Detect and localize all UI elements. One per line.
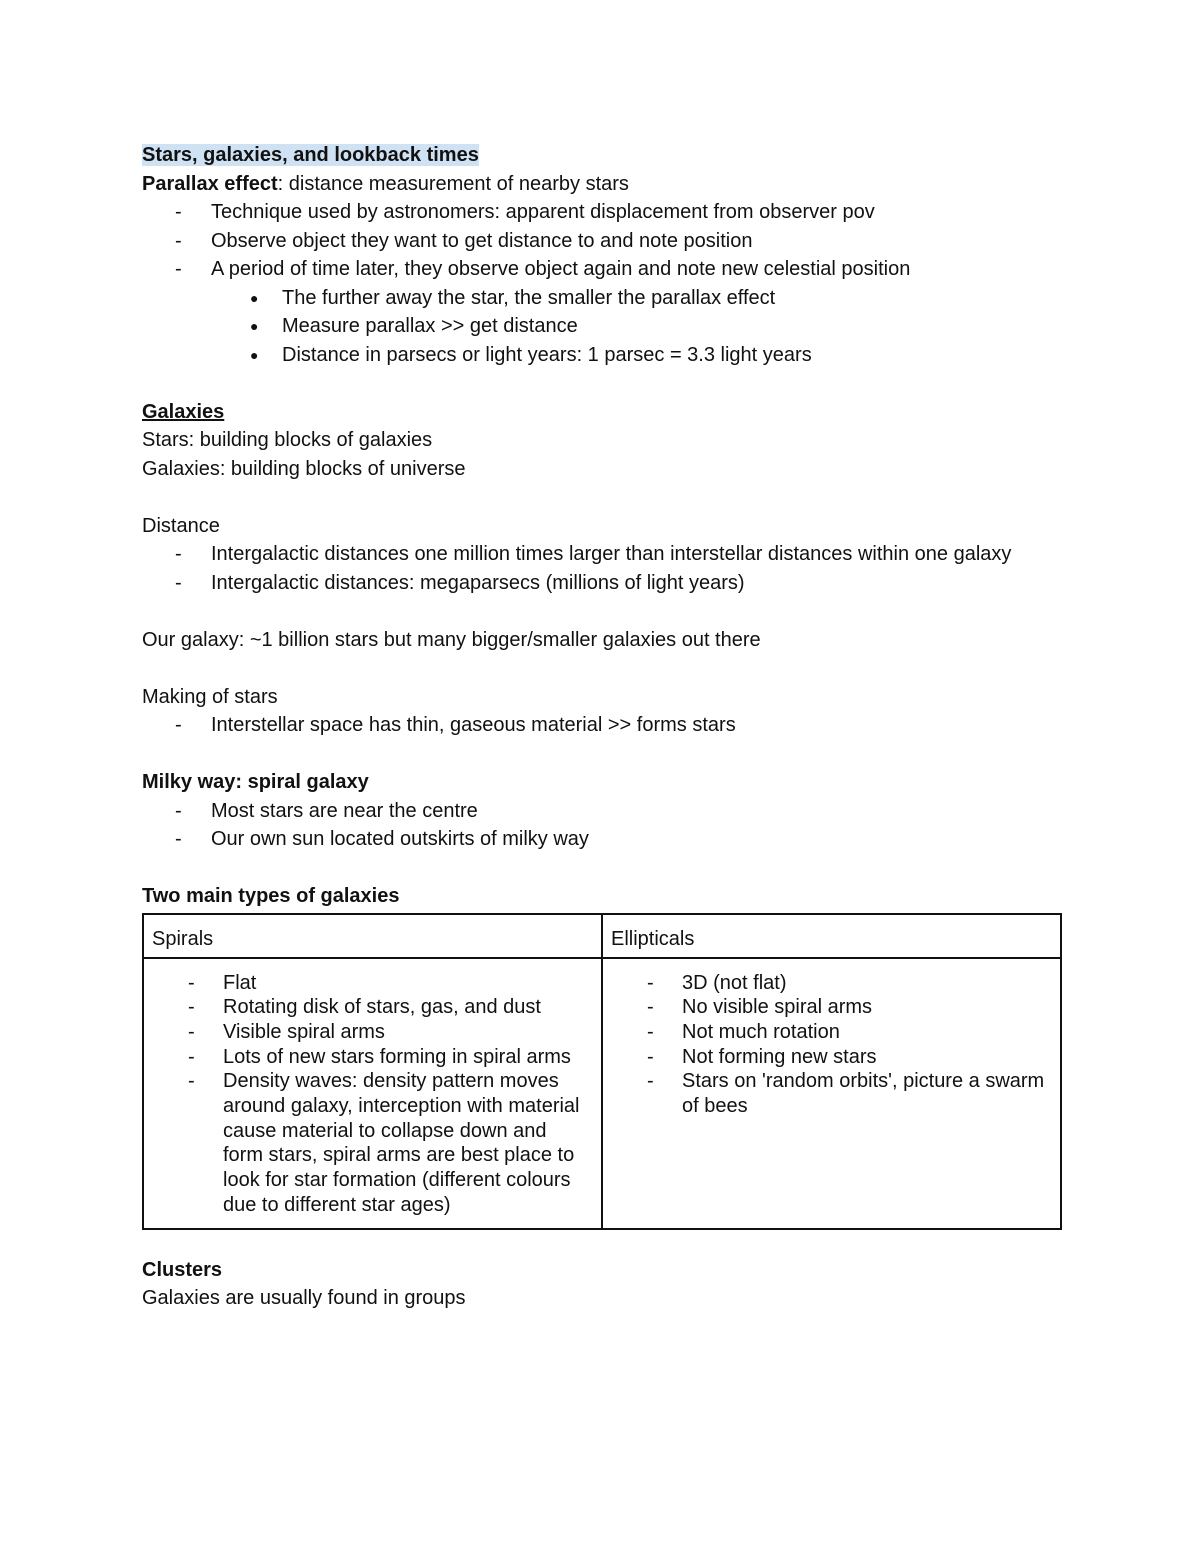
list-item bbox=[142, 198, 1062, 227]
making-list bbox=[142, 711, 1062, 740]
spacer bbox=[142, 483, 1062, 512]
parallax-definition bbox=[142, 170, 1062, 199]
list-item bbox=[611, 995, 1052, 1020]
list-item-text: Stars on 'random orbits', picture a swarm of bees bbox=[682, 1070, 1045, 1118]
dash-marker: - bbox=[647, 1070, 654, 1093]
list-item-text: Observe object they want to get distance to and note position bbox=[211, 229, 753, 252]
dash-marker: - bbox=[175, 201, 182, 223]
list-item bbox=[152, 1069, 593, 1217]
table-header-row bbox=[143, 914, 1061, 958]
ellipticals-list bbox=[611, 971, 1052, 1119]
list-item-text: 3D (not flat) bbox=[682, 971, 787, 994]
spacer bbox=[142, 369, 1062, 398]
making-label: Making of stars bbox=[142, 685, 278, 708]
list-item-text: Lots of new stars forming in spiral arms bbox=[223, 1045, 571, 1068]
list-item-text: Density waves: density pattern moves around galaxy, interception with material cause material to collapse down and form stars, spiral arms are best place to look for star formation (different colours due to different star ages) bbox=[223, 1070, 580, 1216]
spirals-cell bbox=[143, 958, 602, 1229]
dash-marker: - bbox=[175, 229, 182, 252]
parallax-term: Parallax effect bbox=[142, 172, 278, 195]
dash-marker: - bbox=[175, 258, 182, 280]
dash-marker: - bbox=[647, 996, 654, 1019]
clusters-heading: Clusters bbox=[142, 1258, 223, 1281]
list-item bbox=[611, 1045, 1052, 1070]
list-item bbox=[142, 825, 1062, 854]
list-item bbox=[152, 995, 593, 1020]
list-item bbox=[142, 312, 1062, 341]
ellipticals-cell bbox=[602, 958, 1061, 1229]
table-row bbox=[143, 958, 1061, 1229]
spirals-list bbox=[152, 971, 593, 1218]
list-item bbox=[142, 227, 1062, 256]
bullet-icon: ● bbox=[250, 346, 259, 363]
title-highlight: Stars, galaxies, and lookback times bbox=[142, 144, 479, 166]
dash-marker: - bbox=[188, 971, 195, 994]
dash-marker: - bbox=[647, 1020, 654, 1043]
list-item-text: Intergalactic distances one million times larger than interstellar distances within one galaxy bbox=[211, 543, 1012, 565]
distance-list bbox=[142, 540, 1062, 597]
spacer bbox=[142, 854, 1062, 883]
list-item bbox=[152, 1020, 593, 1045]
list-item-text: Not forming new stars bbox=[682, 1045, 877, 1068]
dash-marker: - bbox=[175, 799, 182, 822]
list-item-text: Interstellar space has thin, gaseous material >> forms stars bbox=[211, 714, 736, 736]
dash-marker: - bbox=[175, 828, 182, 850]
our-galaxy-line: Our galaxy: ~1 billion stars but many bigger/smaller galaxies out there bbox=[142, 628, 761, 651]
spacer bbox=[142, 740, 1062, 769]
dash-marker: - bbox=[175, 571, 182, 594]
column-header-ellipticals: Ellipticals bbox=[602, 914, 1061, 958]
dash-marker: - bbox=[175, 543, 182, 565]
list-item-text: Visible spiral arms bbox=[223, 1020, 385, 1043]
list-item bbox=[142, 284, 1062, 313]
milky-way-list bbox=[142, 797, 1062, 854]
parallax-definition-text: : distance measurement of nearby stars bbox=[277, 172, 629, 195]
list-item bbox=[142, 341, 1062, 370]
list-item bbox=[611, 1020, 1052, 1045]
spacer bbox=[142, 1230, 1062, 1256]
dash-marker: - bbox=[188, 996, 195, 1019]
parallax-sub-list bbox=[142, 284, 1062, 370]
bullet-icon: ● bbox=[250, 289, 259, 306]
dash-marker: - bbox=[175, 714, 182, 736]
list-item bbox=[142, 255, 1062, 284]
types-heading: Two main types of galaxies bbox=[142, 885, 400, 907]
list-item bbox=[142, 569, 1062, 598]
list-item-text: Measure parallax >> get distance bbox=[282, 315, 578, 337]
dash-marker: - bbox=[188, 1045, 195, 1068]
list-item bbox=[142, 797, 1062, 826]
list-item-text: Most stars are near the centre bbox=[211, 799, 478, 822]
spacer bbox=[142, 654, 1062, 683]
milky-way-heading: Milky way: spiral galaxy bbox=[142, 771, 369, 793]
list-item bbox=[142, 540, 1071, 569]
dash-marker: - bbox=[647, 971, 654, 994]
list-item-text: Rotating disk of stars, gas, and dust bbox=[223, 996, 541, 1019]
dash-marker: - bbox=[188, 1070, 195, 1093]
galaxies-line: Galaxies: building blocks of universe bbox=[142, 457, 466, 480]
dash-marker: - bbox=[188, 1020, 195, 1043]
galaxies-heading: Galaxies bbox=[142, 400, 225, 423]
list-item bbox=[611, 1069, 1052, 1118]
list-item bbox=[142, 711, 1062, 740]
list-item-text: Flat bbox=[223, 971, 257, 994]
list-item-text: Technique used by astronomers: apparent displacement from observer pov bbox=[211, 201, 875, 223]
document-page bbox=[142, 141, 1062, 1313]
column-header-spirals: Spirals bbox=[143, 914, 602, 958]
document-title bbox=[142, 141, 1062, 170]
list-item-text: The further away the star, the smaller the parallax effect bbox=[282, 286, 776, 309]
dash-marker: - bbox=[647, 1045, 654, 1068]
parallax-list bbox=[142, 198, 1062, 284]
list-item bbox=[152, 1045, 593, 1070]
list-item-text: A period of time later, they observe object again and note new celestial position bbox=[211, 258, 911, 280]
list-item-text: Our own sun located outskirts of milky way bbox=[211, 828, 589, 850]
bullet-icon: ● bbox=[250, 318, 259, 334]
clusters-line: Galaxies are usually found in groups bbox=[142, 1287, 466, 1310]
list-item bbox=[611, 971, 1052, 996]
distance-label: Distance bbox=[142, 514, 220, 537]
list-item-text: No visible spiral arms bbox=[682, 996, 873, 1019]
list-item-text: Intergalactic distances: megaparsecs (millions of light years) bbox=[211, 571, 745, 594]
list-item-text: Distance in parsecs or light years: 1 parsec = 3.3 light years bbox=[282, 343, 812, 366]
galaxy-types-table bbox=[142, 913, 1062, 1230]
list-item-text: Not much rotation bbox=[682, 1020, 840, 1043]
spacer bbox=[142, 597, 1062, 626]
list-item bbox=[152, 971, 593, 996]
galaxies-line: Stars: building blocks of galaxies bbox=[142, 429, 433, 451]
